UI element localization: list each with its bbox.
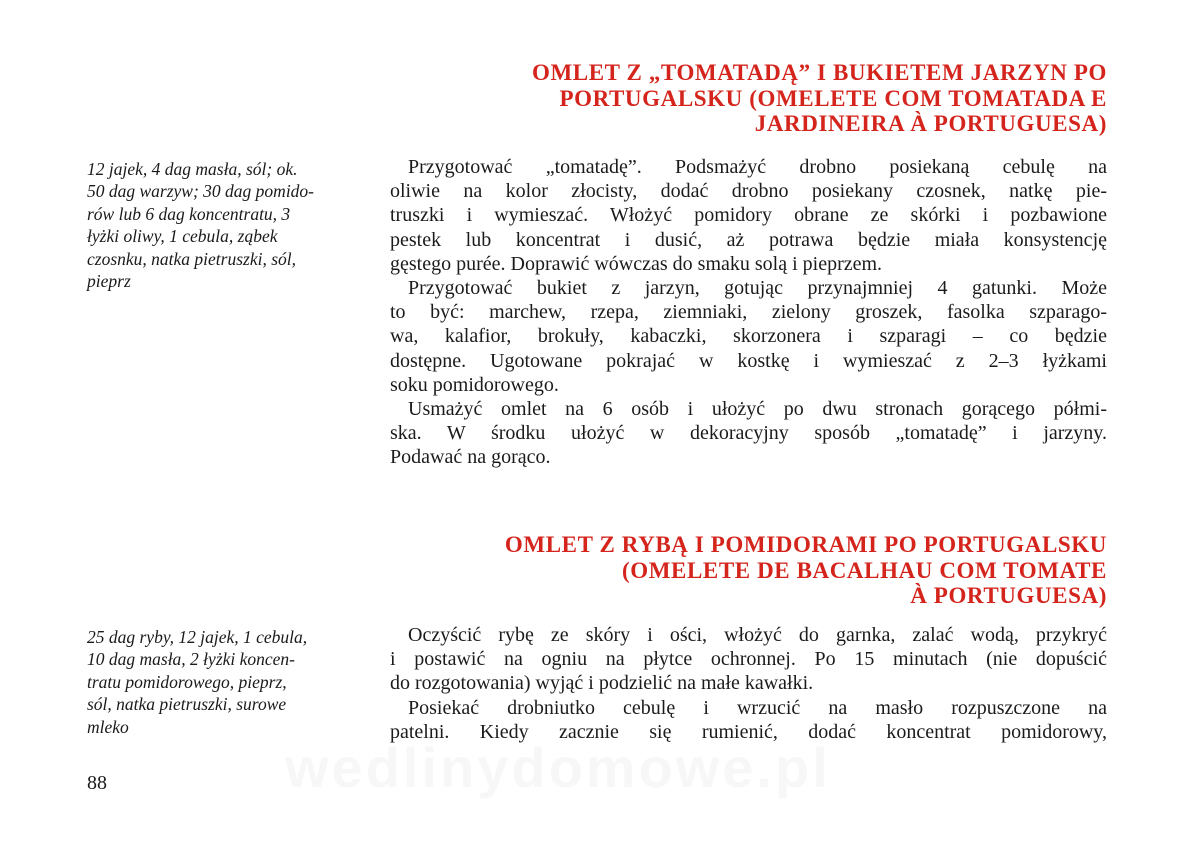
body-line: truszki i wymieszać. Włożyć pomidory obrane ze skórki i pozbawione (390, 204, 1107, 227)
title-line: (OMELETE DE BACALHAU COM TOMATE (621, 557, 1107, 583)
ingredients-line: 25 dag ryby, 12 jajek, 1 cebula, (87, 627, 308, 647)
body-line: wa, kalafior, brokuły, kabaczki, skorzonera i szparagi – co będzie (390, 325, 1107, 348)
body-line: Usmażyć omlet na 6 osób i ułożyć po dwu stronach gorącego półmi- (408, 398, 1107, 421)
body-line: Oczyścić rybę ze skóry i ości, włożyć do garnka, zalać wodą, przykryć (408, 624, 1107, 646)
body-line: Przygotować „tomatadę”. Podsmażyć drobno posiekaną cebulę na (408, 156, 1107, 178)
recipe-1-instructions (390, 155, 1107, 470)
title-line: OMLET Z RYBĄ I POMIDORAMI PO PORTUGALSKU (504, 532, 1107, 557)
ingredients-line: mleko (87, 716, 129, 737)
body-line: dostępne. Ugotowane pokrajać w kostkę i wymieszać z 2–3 łyżkami (390, 349, 1107, 372)
ingredients-line: łyżki oliwy, 1 cebula, ząbek (87, 226, 278, 247)
recipe-2-title (380, 532, 1107, 609)
body-line: to być: marchew, rzepa, ziemniaki, zielony groszek, fasolka szparago- (390, 301, 1107, 324)
ingredients-line: 12 jajek, 4 dag masła, sól; ok. (87, 159, 298, 179)
body-line: patelni. Kiedy zacznie się rumienić, dodać koncentrat pomidorowy, (390, 720, 1107, 743)
ingredients-line: 50 dag warzyw; 30 dag pomido- (87, 181, 315, 202)
body-line: gęstego purée. Doprawić wówczas do smaku solą i pieprzem. (390, 252, 883, 275)
ingredients-line: 10 dag masła, 2 łyżki koncen- (87, 649, 296, 670)
ingredients-line: pieprz (87, 271, 131, 292)
ingredients-line: sól, natka pietruszki, surowe (87, 694, 287, 715)
recipe-1-ingredients (87, 158, 365, 292)
title-line: PORTUGALSKU (OMELETE COM TOMATADA E (559, 85, 1107, 111)
title-line: JARDINEIRA À PORTUGUESA) (754, 111, 1107, 136)
body-line: do rozgotowania) wyjąć i podzielić na małe kawałki. (390, 672, 814, 695)
body-line: oliwie na kolor złocisty, dodać drobno posiekany czosnek, natkę pie- (390, 180, 1107, 203)
body-line: pestek lub koncentrat i dusić, aż potrawa będzie miała konsystencję (390, 228, 1107, 251)
ingredients-line: tratu pomidorowego, pieprz, (87, 671, 287, 692)
title-line: À PORTUGUESA) (910, 583, 1107, 608)
title-line: OMLET Z „TOMATADĄ” I BUKIETEM JARZYN PO (531, 60, 1107, 85)
body-line: soku pomidorowego. (390, 373, 559, 396)
recipe-2-instructions (390, 623, 1107, 744)
watermark-text: wedlinydomowe.pl (285, 736, 831, 799)
page-number: 88 (87, 772, 107, 794)
body-line: ska. W środku ułożyć w dekoracyjny sposób „tomatadę” i jarzyny. (390, 422, 1107, 445)
recipe-1-title (380, 60, 1107, 137)
recipe-2-ingredients (87, 626, 365, 738)
ingredients-line: czosnku, natka pietruszki, sól, (87, 248, 297, 269)
body-line: Przygotować bukiet z jarzyn, gotując przynajmniej 4 gatunki. Może (408, 277, 1107, 300)
body-line: i postawić na ogniu na płytce ochronnej. Po 15 minutach (nie dopuścić (390, 648, 1107, 671)
body-line: Podawać na gorąco. (390, 446, 551, 469)
body-line: Posiekać drobniutko cebulę i wrzucić na masło rozpuszczone na (408, 696, 1107, 719)
ingredients-line: rów lub 6 dag koncentratu, 3 (87, 203, 291, 224)
